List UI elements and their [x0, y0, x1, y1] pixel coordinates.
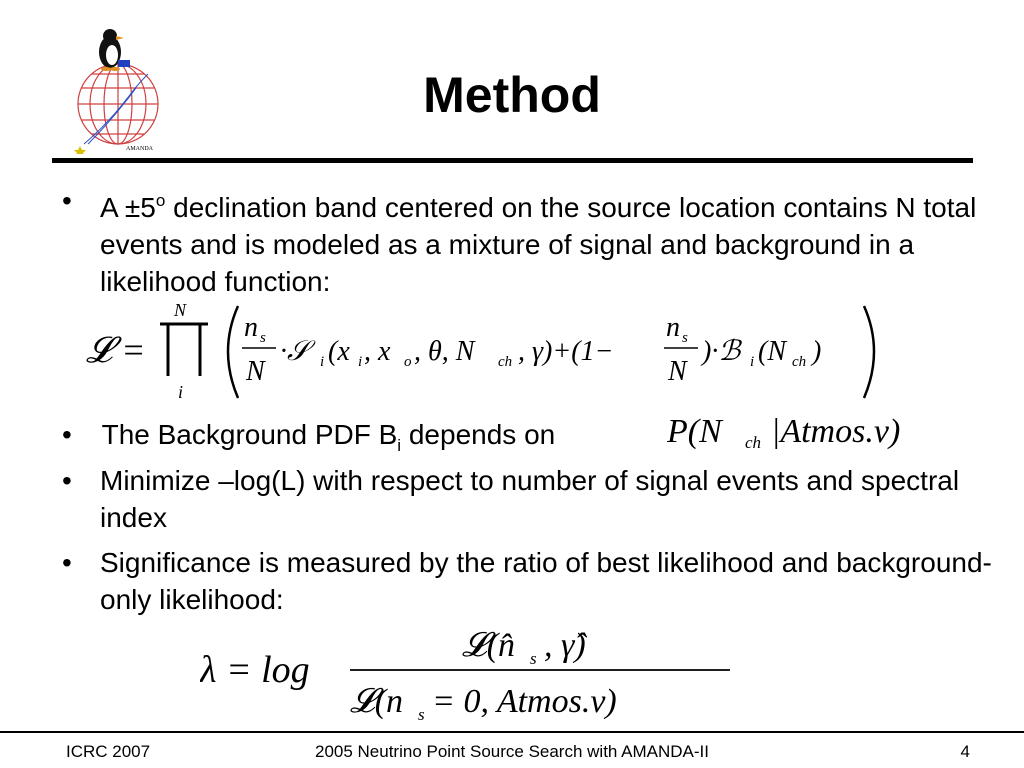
subscript: ch [498, 354, 513, 370]
signal-args: , γ)+(1− [518, 336, 614, 367]
fraction-denominator: N [668, 356, 687, 387]
lambda-denominator: 𝓛(n [350, 683, 404, 720]
signal-args: , x [364, 336, 391, 367]
likelihood-equation [86, 296, 906, 406]
likelihood-lhs: 𝓛 = [86, 330, 146, 370]
signal-args: (x [328, 336, 350, 367]
bullet-item-2 [62, 416, 555, 464]
product-symbol [160, 324, 208, 376]
bullet-item-4 [62, 544, 1020, 618]
subscript: s [530, 649, 537, 668]
subscript: i [750, 354, 755, 370]
subscript: i [397, 436, 402, 455]
product-upper-limit: N [174, 300, 187, 320]
subscript: s [682, 330, 688, 346]
signal-args: , θ, N [414, 336, 475, 367]
subscript: i [358, 354, 363, 370]
penguin-icon [99, 29, 130, 71]
subscript: ch [792, 354, 807, 370]
footer-divider [0, 731, 1024, 733]
background-pdf-symbol: )·ℬ [702, 336, 741, 367]
subscript: o [404, 354, 412, 370]
bullet-text: Minimize –log(L) with respect to number of signal events and spectral index [100, 465, 960, 533]
background-args: (N [758, 336, 786, 367]
lambda-denominator: = 0, Atmos.ν) [432, 683, 617, 720]
subscript: ch [745, 433, 762, 450]
bullet-text: Significance is measured by the ratio of best likelihood and background-only likelihood: [100, 547, 992, 615]
subscript: i [320, 354, 325, 370]
right-big-paren [864, 306, 874, 398]
bullet-marker: • [62, 547, 72, 578]
bullet-text-part: A [100, 192, 125, 223]
lambda-numerator: 𝓛(n̂ [462, 627, 516, 664]
bullet-item-1 [62, 182, 982, 300]
product-lower-limit: i [178, 382, 184, 402]
bullet-list [62, 182, 982, 300]
footer-conference: ICRC 2007 [66, 742, 151, 761]
lambda-lhs: λ = log [200, 649, 310, 691]
footer-talk-title: 2005 Neutrino Point Source Search with AMANDA-II [314, 742, 710, 761]
star-icon [74, 146, 86, 154]
degree-superscript: o [155, 191, 166, 210]
lambda-numerator: , γ̂) [544, 627, 586, 664]
bullet-marker: • [62, 185, 72, 216]
bullet-text-part: declination band centered on the source location contains N total events and is modeled as a mixture of signal and background in a likelihood function: [100, 192, 977, 297]
fraction-numerator: n [666, 312, 680, 343]
bullet-marker: • [62, 465, 72, 496]
bullet-item-3 [62, 462, 1020, 536]
signal-pdf-symbol: ·𝒮 [280, 336, 309, 367]
bullet-marker: • [62, 419, 72, 450]
footer-page-number: 4 [960, 742, 970, 761]
bullet-text [100, 192, 976, 297]
fraction-numerator: n [244, 312, 258, 343]
bullet-text-part: ±5 [124, 192, 156, 223]
subscript: s [260, 330, 266, 346]
subscript: s [418, 705, 425, 724]
slide-title: Method [423, 67, 601, 123]
bullet-text: The Background PDF B [101, 419, 398, 450]
pdf-text: |Atmos.ν) [771, 413, 901, 450]
bullet-text: depends on [401, 419, 556, 450]
background-pdf-expression [667, 410, 947, 450]
logo-text: AMANDA [126, 146, 153, 152]
left-big-paren [228, 306, 238, 398]
fraction-denominator: N [246, 356, 265, 387]
title-divider [52, 158, 973, 163]
pdf-text: P(N [667, 413, 722, 450]
lambda-equation [200, 616, 760, 726]
background-args: ) [812, 336, 822, 367]
